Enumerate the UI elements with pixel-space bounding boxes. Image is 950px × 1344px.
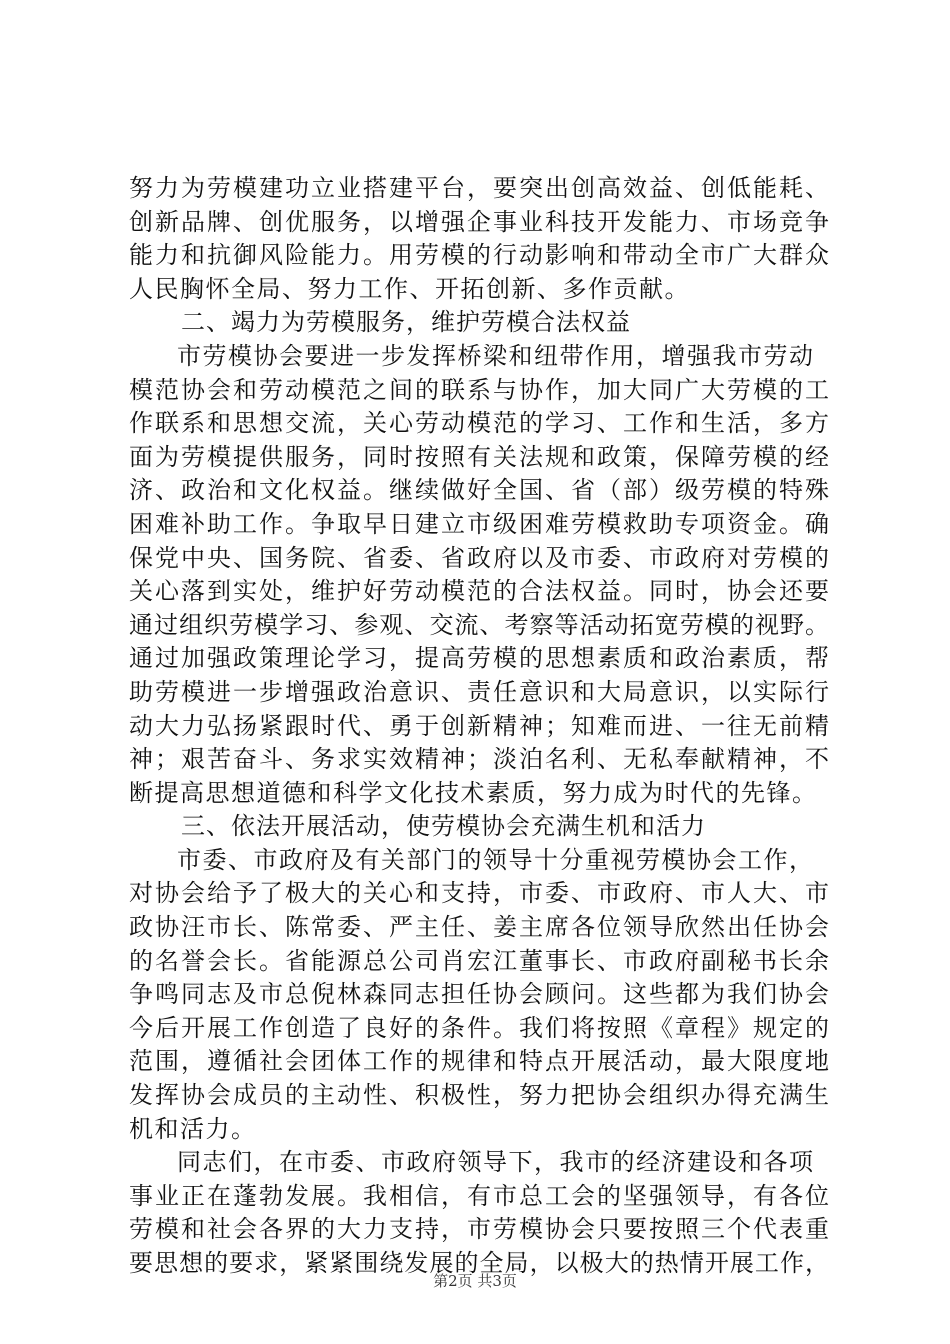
text-line: 困难补助工作。争取早日建立市级困难劳模救助专项资金。确 [129, 509, 829, 538]
section-heading-2: 二、竭力为劳模服务，维护劳模合法权益 [181, 308, 631, 337]
text-line: 作联系和思想交流，关心劳动模范的学习、工作和生活，多方 [129, 409, 829, 438]
text-line: 机和活力。 [129, 1114, 257, 1143]
text-line: 努力为劳模建功立业搭建平台，要突出创高效益、创低能耗、 [129, 174, 829, 202]
text-line: 动大力弘扬紧跟时代、勇于创新精神；知难而进、一往无前精 [129, 711, 829, 740]
text-line: 能力和抗御风险能力。用劳模的行动影响和带动全市广大群众 [129, 241, 829, 270]
text-line: 断提高思想道德和科学文化技术素质，努力成为时代的先锋。 [129, 778, 818, 807]
text-line: 关心落到实处，维护好劳动模范的合法权益。同时，协会还要 [129, 577, 829, 606]
text-line: 济、政治和文化权益。继续做好全国、省（部）级劳模的特殊 [129, 476, 829, 505]
text-line: 对协会给予了极大的关心和支持，市委、市政府、市人大、市 [129, 879, 829, 908]
text-line: 争鸣同志及市总倪林森同志担任协会顾问。这些都为我们协会 [129, 980, 829, 1009]
text-line: 神；艰苦奋斗、务求实效精神；淡泊名利、无私奉献精神，不 [129, 745, 829, 774]
text-line: 通过组织劳模学习、参观、交流、考察等活动拓宽劳模的视野。 [129, 610, 829, 639]
text-line: 人民胸怀全局、努力工作、开拓创新、多作贡献。 [129, 274, 690, 303]
text-line: 的名誉会长。省能源总公司肖宏江董事长、市政府副秘书长余 [129, 946, 829, 975]
page-number-footer: 第2页 共3页 [433, 1272, 517, 1290]
text-line: 助劳模进一步增强政治意识、责任意识和大局意识，以实际行 [129, 677, 829, 706]
text-line: 市劳模协会要进一步发挥桥梁和纽带作用，增强我市劳动 [177, 341, 815, 370]
text-line: 事业正在蓬勃发展。我相信，有市总工会的坚强领导，有各位 [129, 1181, 829, 1210]
text-line: 政协汪市长、陈常委、严主任、姜主席各位领导欣然出任协会 [129, 913, 829, 942]
text-line: 面为劳模提供服务，同时按照有关法规和政策，保障劳模的经 [129, 442, 829, 471]
text-line: 范围，遵循社会团体工作的规律和特点开展活动，最大限度地 [129, 1047, 829, 1076]
text-line: 保党中央、国务院、省委、省政府以及市委、市政府对劳模的 [129, 543, 829, 572]
text-line: 今后开展工作创造了良好的条件。我们将按照《章程》规定的 [129, 1013, 829, 1042]
text-line: 市委、市政府及有关部门的领导十分重视劳模协会工作， [177, 845, 815, 874]
text-line: 要思想的要求，紧紧围绕发展的全局，以极大的热情开展工作， [129, 1249, 829, 1277]
text-line: 创新品牌、创优服务，以增强企事业科技开发能力、市场竞争 [129, 207, 829, 236]
text-line: 模范协会和劳动模范之间的联系与协作，加大同广大劳模的工 [129, 375, 829, 404]
document-body [129, 172, 829, 1281]
section-heading-3: 三、依法开展活动，使劳模协会充满生机和活力 [181, 812, 706, 841]
text-line: 劳模和社会各界的大力支持，市劳模协会只要按照三个代表重 [129, 1215, 829, 1244]
text-line: 发挥协会成员的主动性、积极性，努力把协会组织办得充满生 [129, 1081, 829, 1110]
text-line: 同志们，在市委、市政府领导下，我市的经济建设和各项 [177, 1148, 815, 1177]
text-line: 通过加强政策理论学习，提高劳模的思想素质和政治素质，帮 [129, 644, 829, 673]
